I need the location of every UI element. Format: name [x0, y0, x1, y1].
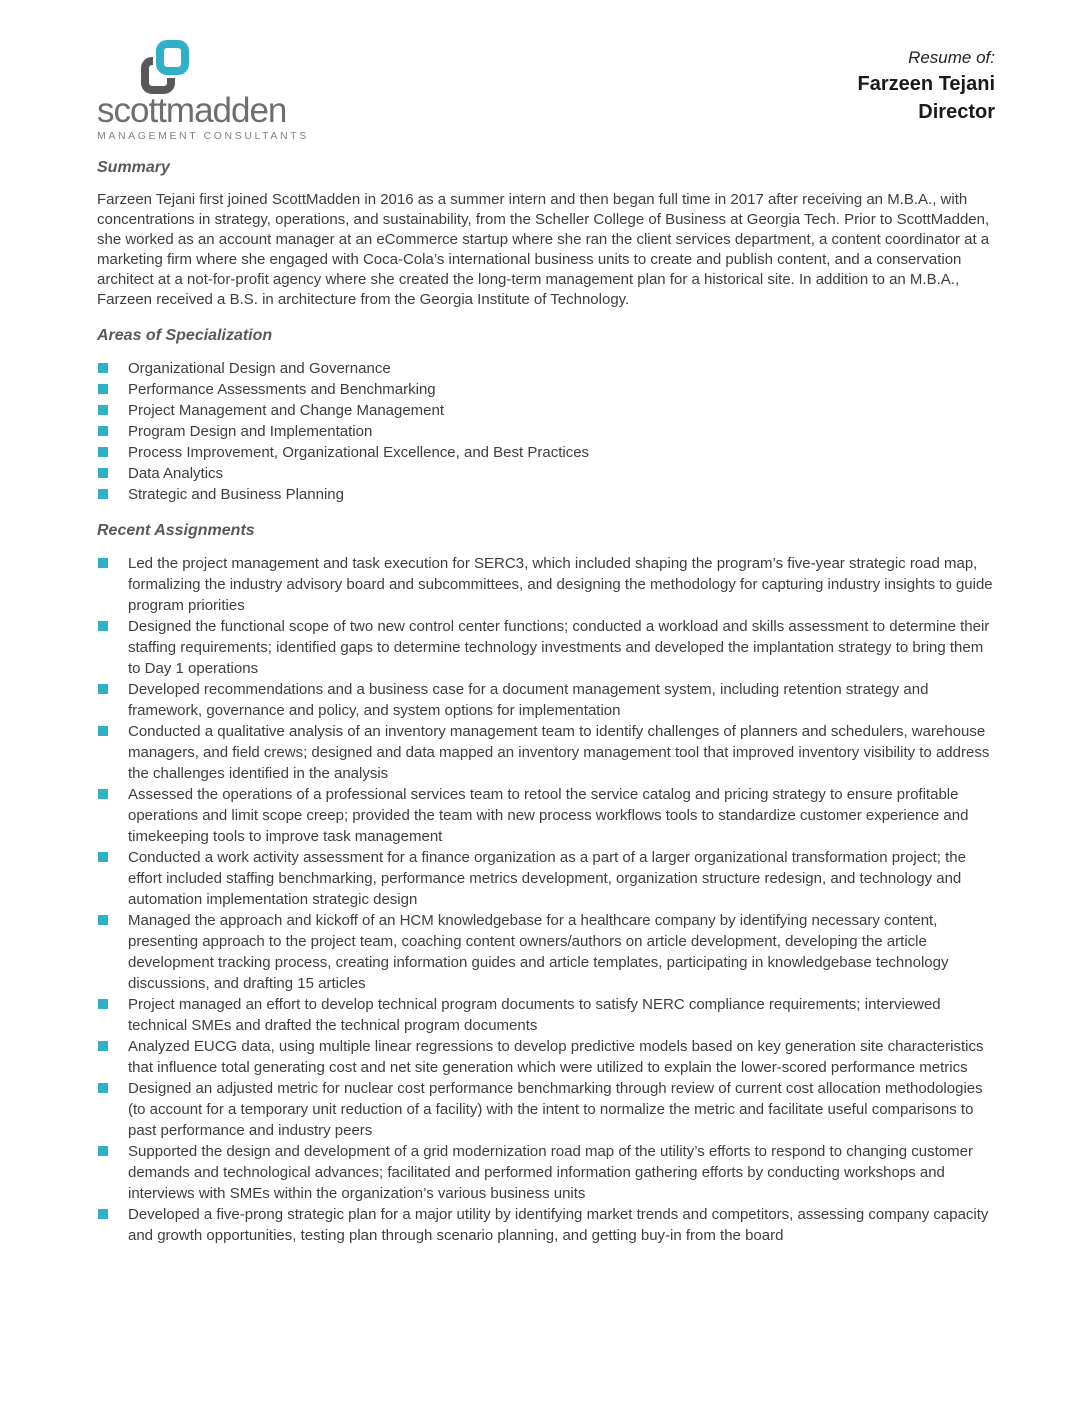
bullet-square-icon: [98, 726, 108, 736]
bullet-square-icon: [98, 363, 108, 373]
bullet-square-icon: [98, 621, 108, 631]
assignments-list: [97, 553, 995, 1246]
list-item-text: Designed the functional scope of two new control center functions; conducted a workload and skills assessment to determine their staffing requirements; identified gaps to determine technology investments and developed the implantation strategy to bring them to Day 1 operations: [128, 618, 990, 677]
person-name: Farzeen Tejani: [857, 73, 995, 95]
list-item: [97, 400, 995, 421]
list-item: [97, 1036, 995, 1078]
list-item-text: Supported the design and development of a grid modernization road map of the utility’s efforts to respond to changing customer demands and technological advances; facilitated and performed information gathering efforts by conducting workshops and interviews with SMEs within the organization’s various business units: [128, 1143, 973, 1202]
list-item: [97, 442, 995, 463]
list-item: [97, 1204, 995, 1246]
list-item: [97, 679, 995, 721]
list-item-text: Conducted a work activity assessment for a finance organization as a part of a larger organizational transformation project; the effort included staffing benchmarking, performance metrics development, organization structure redesign, and technology and automation implementation strategic design: [128, 849, 966, 908]
list-item: [97, 358, 995, 379]
bullet-square-icon: [98, 558, 108, 568]
resume-of-label: Resume of:: [908, 48, 995, 67]
list-item: [97, 847, 995, 910]
assignments-section: [97, 521, 995, 1246]
list-item-text: Conducted a qualitative analysis of an inventory management team to identify challenges of planners and schedulers, warehouse managers, and field crews; designed and data mapped an inventory management tool that improved inventory visibility to address the challenges identified in the analysis: [128, 723, 990, 782]
summary-section: [97, 158, 995, 310]
page-header: [97, 40, 995, 142]
list-item: [97, 553, 995, 616]
list-item-text: Performance Assessments and Benchmarking: [128, 381, 436, 398]
bullet-square-icon: [98, 915, 108, 925]
bullet-square-icon: [98, 684, 108, 694]
list-item-text: Process Improvement, Organizational Excellence, and Best Practices: [128, 444, 590, 461]
list-item: [97, 463, 995, 484]
list-item-text: Managed the approach and kickoff of an HCM knowledgebase for a healthcare company by identifying necessary content, presenting approach to the project team, coaching content owners/authors on article development, developing the article development tracking process, creating information guides and article templates, participating in knowledgebase technology discussions, and drafting 15 articles: [128, 912, 949, 992]
list-item: [97, 421, 995, 442]
list-item: [97, 616, 995, 679]
summary-heading: Summary: [97, 159, 170, 176]
bullet-square-icon: [98, 1146, 108, 1156]
list-item: [97, 1141, 995, 1204]
specialization-section: [97, 326, 995, 505]
bullet-square-icon: [98, 405, 108, 415]
bullet-square-icon: [98, 1209, 108, 1219]
scottmadden-logo: [97, 40, 309, 142]
list-item-text: Developed a five-prong strategic plan for a major utility by identifying market trends and competitors, assessing company capacity and growth opportunities, testing plan through scenario planning, and getting buy-in from the board: [128, 1206, 989, 1244]
logo-teal-square-icon: [156, 40, 189, 75]
bullet-square-icon: [98, 999, 108, 1009]
bullet-square-icon: [98, 1083, 108, 1093]
list-item-text: Project Management and Change Management: [128, 402, 445, 419]
list-item: [97, 721, 995, 784]
bullet-square-icon: [98, 426, 108, 436]
list-item-text: Designed an adjusted metric for nuclear cost performance benchmarking through review of current cost allocation methodologies (to account for a temporary unit reduction of a facility) with the intent to normalize the metric and facilitate useful comparisons to past performance and industry peers: [128, 1080, 983, 1139]
list-item-text: Organizational Design and Governance: [128, 360, 391, 377]
resume-of-block: [858, 40, 995, 126]
list-item: [97, 910, 995, 994]
list-item: [97, 379, 995, 400]
bullet-square-icon: [98, 789, 108, 799]
list-item-text: Assessed the operations of a professional services team to retool the service catalog and pricing strategy to ensure profitable operations and limit scope creep; provided the team with new process workflows tools to standardize customer experience and timekeeping tools to improve task management: [128, 786, 969, 845]
list-item-text: Data Analytics: [128, 465, 224, 482]
bullet-square-icon: [98, 1041, 108, 1051]
list-item-text: Strategic and Business Planning: [128, 486, 344, 503]
list-item: [97, 994, 995, 1036]
list-item-text: Led the project management and task execution for SERC3, which included shaping the program’s five-year strategic road map, formalizing the industry advisory board and subcommittees, and designing the methodology for capturing industry insights to guide program priorities: [128, 555, 993, 614]
logo-wordmark: scottmadden: [97, 91, 287, 130]
scottmadden-logo-icon: [141, 40, 189, 94]
bullet-square-icon: [98, 447, 108, 457]
list-item-text: Program Design and Implementation: [128, 423, 373, 440]
bullet-square-icon: [98, 852, 108, 862]
specialization-list: [97, 358, 995, 505]
list-item: [97, 484, 995, 505]
summary-paragraph: Farzeen Tejani first joined ScottMadden in 2016 as a summer intern and then began full time in 2017 after receiving an M.B.A., with concentrations in strategy, operations, and sustainability, from the Scheller College of Business at Georgia Tech. Prior to ScottMadden, she worked as an account manager at an eCommerce startup where she ran the client services department, a content coordinator at a marketing firm where she engaged with Coca-Cola’s international business units to create and publish content, and a conservation architect at a not-for-profit agency where she created the long-term management plan for a historical site. In addition to an M.B.A., Farzeen received a B.S. in architecture from the Georgia Institute of Technology.: [97, 191, 990, 308]
bullet-square-icon: [98, 489, 108, 499]
list-item: [97, 1078, 995, 1141]
bullet-square-icon: [98, 384, 108, 394]
bullet-square-icon: [98, 468, 108, 478]
list-item-text: Analyzed EUCG data, using multiple linear regressions to develop predictive models based on key generation site characteristics that influence total generating cost and net site generation which were utilized to explain the lower-scored performance metrics: [128, 1038, 984, 1076]
logo-tagline: MANAGEMENT CONSULTANTS: [97, 130, 309, 142]
list-item-text: Project managed an effort to develop technical program documents to satisfy NERC compliance requirements; interviewed technical SMEs and drafted the technical program documents: [128, 996, 941, 1034]
list-item-text: Developed recommendations and a business case for a document management system, including retention strategy and framework, governance and policy, and system options for implementation: [128, 681, 929, 719]
specialization-heading: Areas of Specialization: [97, 327, 273, 344]
assignments-heading: Recent Assignments: [97, 522, 255, 539]
list-item: [97, 784, 995, 847]
person-title: Director: [918, 101, 995, 123]
